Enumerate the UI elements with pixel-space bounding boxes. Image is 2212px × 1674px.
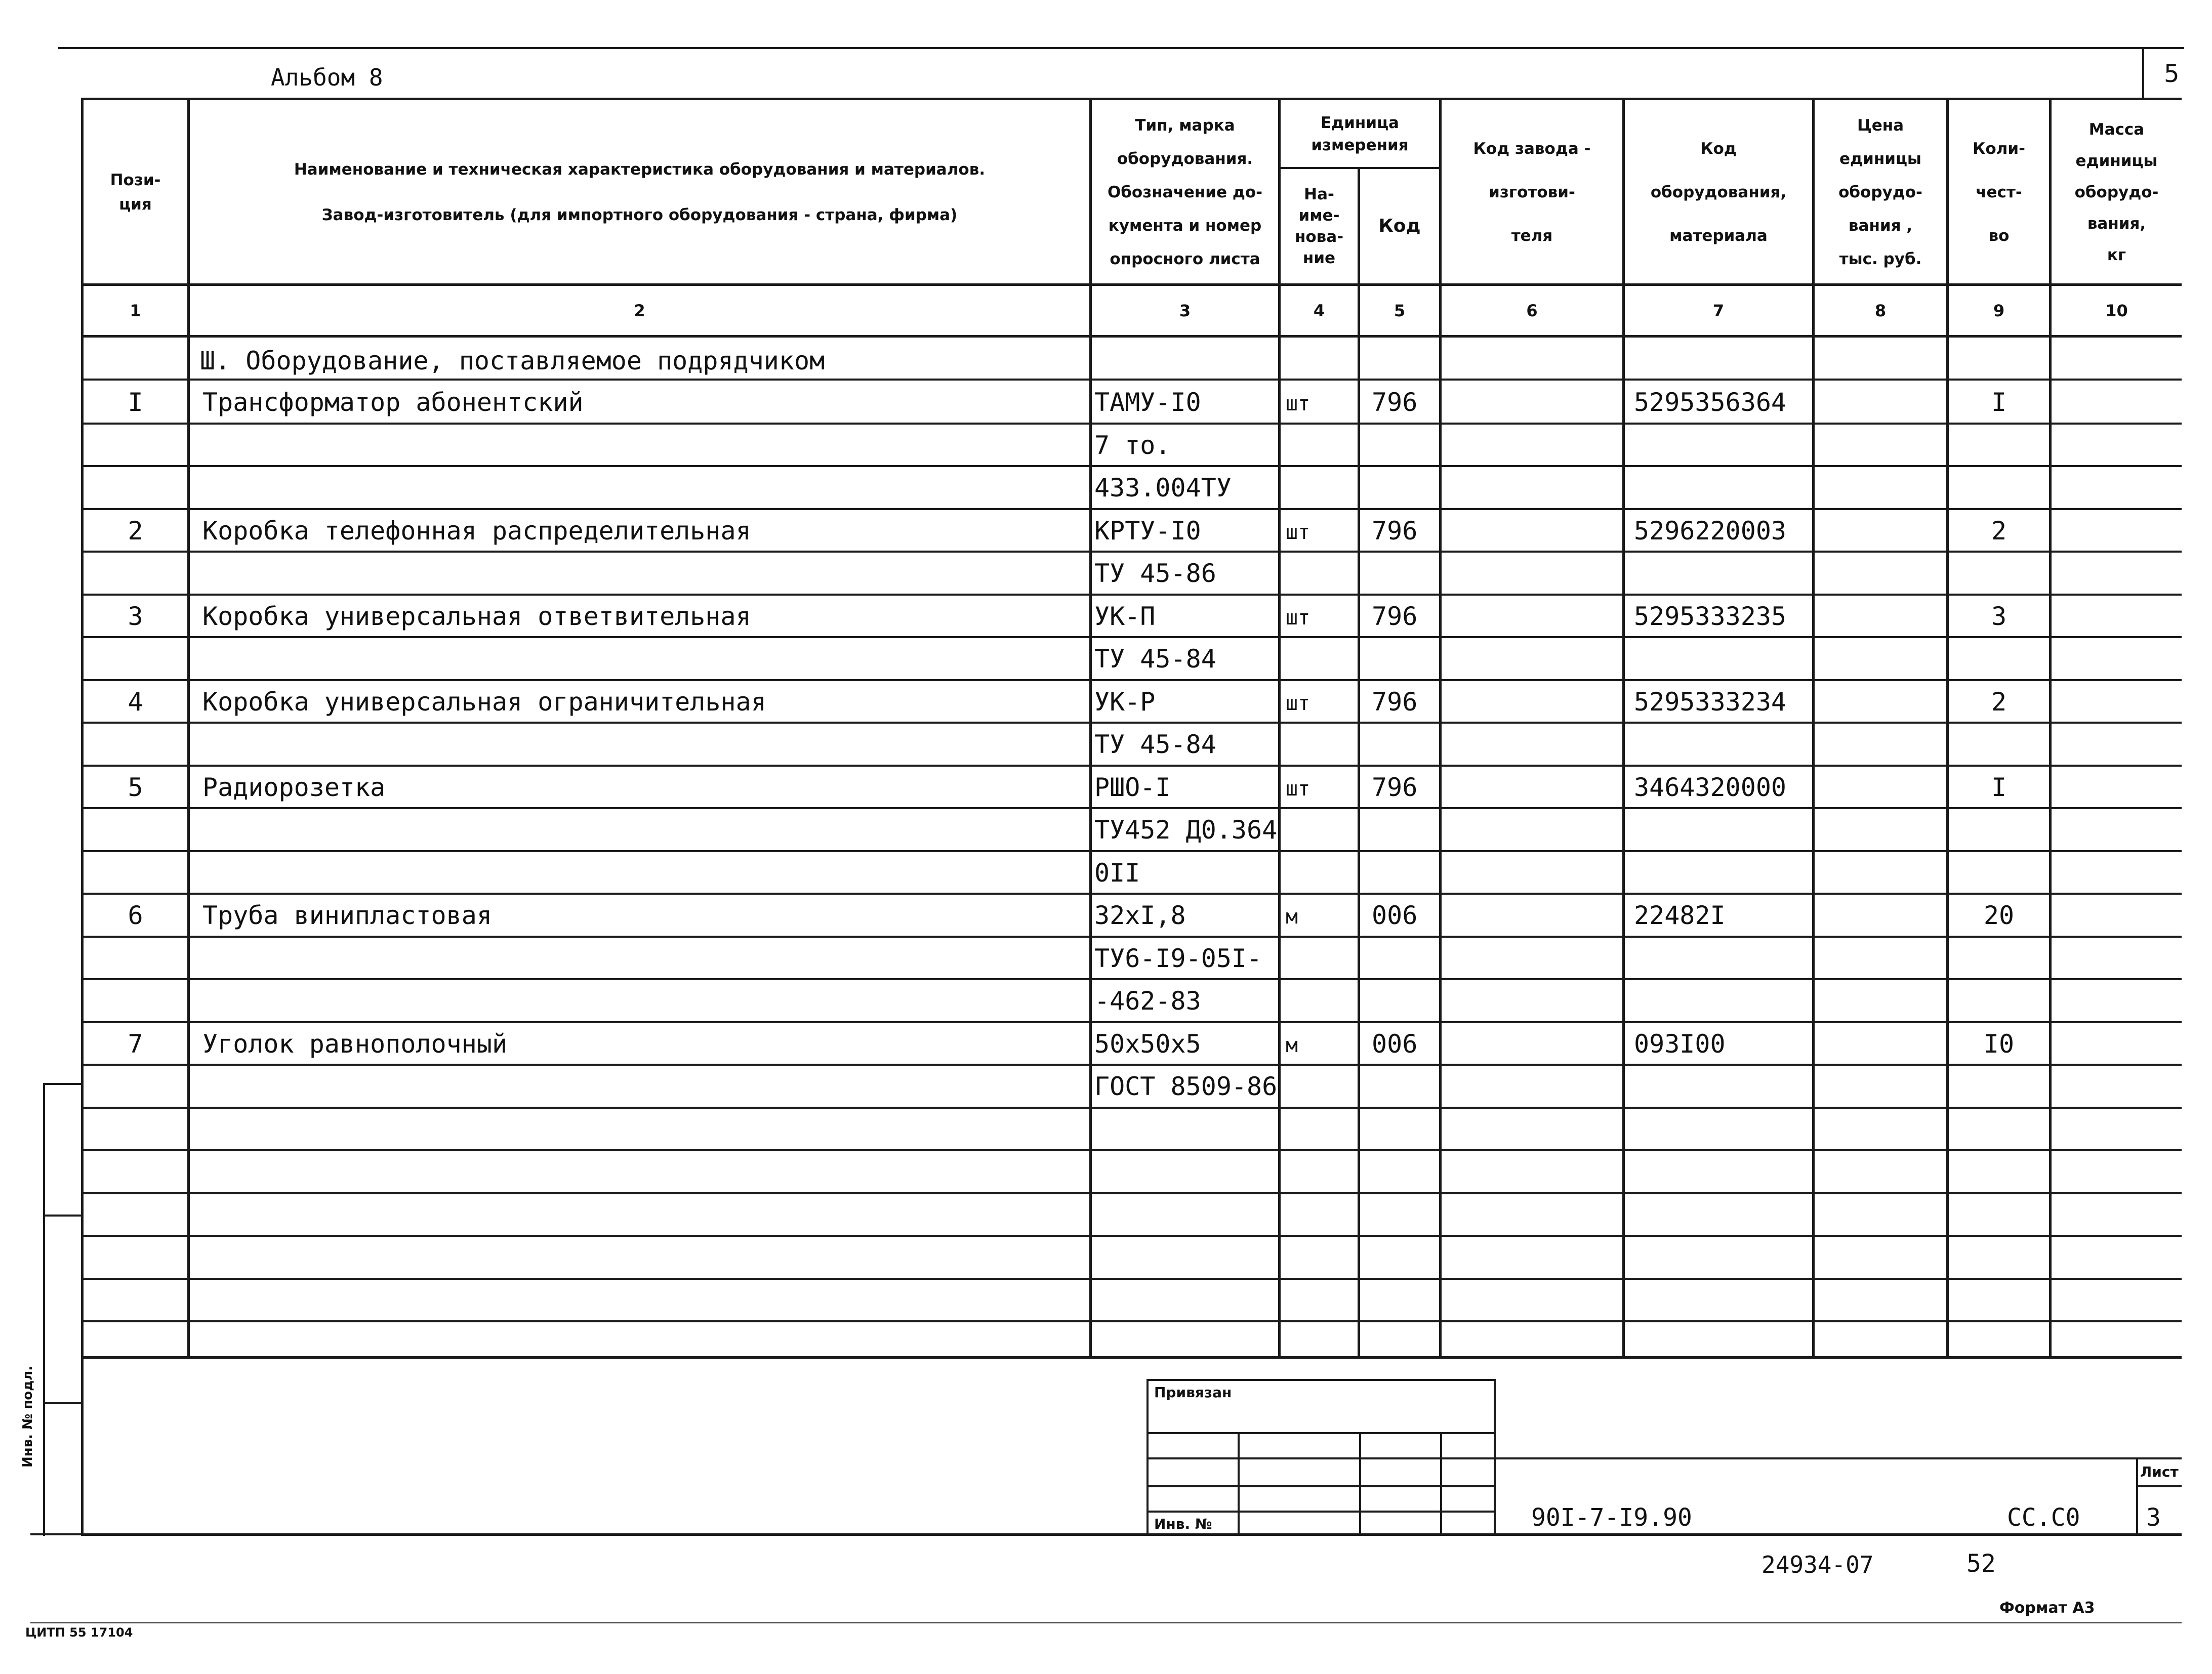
col-num-10: 10 <box>2105 301 2128 320</box>
cell-equip: 5295356364 <box>1634 388 1787 417</box>
col-num-4: 4 <box>1313 301 1325 320</box>
cell-equip: 5295333235 <box>1634 601 1787 631</box>
cell-type: УК-Р <box>1094 687 1156 717</box>
cell-type: ТУ 45-84 <box>1094 644 1216 674</box>
cell-type: 0II <box>1094 858 1140 888</box>
cell-code: 006 <box>1372 901 1418 930</box>
col-num-8: 8 <box>1874 301 1887 320</box>
cell-type: ТУ6-I9-05I- <box>1094 943 1262 973</box>
cell-name: Уголок равнополочный <box>202 1029 508 1059</box>
cell-name: Трансформатор абонентский <box>202 388 584 417</box>
header-type: Тип, марка оборудования. Обозначение до- кумента и номер опросного листа <box>1107 116 1263 268</box>
header-name: Наименование и техническая характеристика оборудования и материалов. Завод-изготовитель (для импортного оборудования - страна, фирма) <box>294 160 986 224</box>
cell-code: 796 <box>1372 772 1418 802</box>
cell-unit: шт <box>1286 392 1310 415</box>
cell-qty: I <box>1991 772 2007 802</box>
cell-code: 796 <box>1372 601 1418 631</box>
cell-name: Коробка универсальная ответвительная <box>202 601 751 631</box>
cell-unit: шт <box>1286 777 1310 801</box>
header-mass: Масса единицы оборудо- вания, кг <box>2074 120 2159 264</box>
cell-qty: 2 <box>1991 516 2007 546</box>
cell-pos: 5 <box>128 772 143 802</box>
cell-type: УК-П <box>1094 601 1156 631</box>
header-factory-code: Код завода - изготови- теля <box>1473 140 1591 245</box>
page-corner-number: 5 <box>2164 60 2180 88</box>
cell-qty: 3 <box>1991 601 2007 631</box>
cell-type: 433.004ТУ <box>1094 473 1232 503</box>
cell-unit: шт <box>1286 691 1310 715</box>
stamp-privyazan: Привязан <box>1154 1384 1232 1401</box>
cell-type: РШО-I <box>1094 772 1171 802</box>
cell-qty: I0 <box>1983 1029 2015 1059</box>
cell-equip: 3464320000 <box>1634 772 1787 802</box>
cell-type: ТУ 45-86 <box>1094 559 1216 588</box>
cell-qty: I <box>1991 388 2007 417</box>
cell-type: ТУ 45-84 <box>1094 730 1216 759</box>
header-unit-code: Код <box>1378 216 1421 236</box>
cell-type: КРТУ-I0 <box>1094 516 1201 546</box>
cell-type: ТАМУ-I0 <box>1094 388 1201 417</box>
cell-name: Коробка телефонная распределительная <box>202 516 751 546</box>
archive-number: 24934-07 <box>1762 1551 1874 1578</box>
page-number: 52 <box>1967 1550 1996 1578</box>
cell-qty: 2 <box>1991 687 2007 717</box>
cell-type: ТУ452 Д0.364 <box>1094 815 1278 845</box>
header-quantity: Коли- чест- во <box>1973 140 2025 245</box>
header-price: Цена единицы оборудо- вания , тыс. руб. <box>1838 116 1922 268</box>
cell-qty: 20 <box>1983 901 2015 930</box>
cell-name: Коробка универсальная ограничительная <box>202 687 766 717</box>
cell-type: 50х50х5 <box>1094 1029 1201 1059</box>
cell-type: ГОСТ 8509-86 <box>1094 1072 1278 1101</box>
cell-type: -462-83 <box>1094 986 1201 1016</box>
header-equipment-code: Код оборудования, материала <box>1650 140 1787 245</box>
cell-name: Труба винипластовая <box>202 901 492 930</box>
cell-unit: м <box>1286 905 1298 929</box>
doc-code: 90I-7-I9.90 <box>1531 1503 1692 1532</box>
cell-pos: I <box>128 388 143 417</box>
col-num-6: 6 <box>1526 301 1538 320</box>
header-unit-name: На- име- нова- ние <box>1294 185 1344 267</box>
cell-code: 796 <box>1372 687 1418 717</box>
cell-unit: м <box>1286 1033 1298 1057</box>
cell-pos: 2 <box>128 516 143 546</box>
col-num-9: 9 <box>1993 301 2005 320</box>
section-title: Ш. Оборудование, поставляемое подрядчиком <box>200 346 825 375</box>
col-num-7: 7 <box>1712 301 1725 320</box>
sheet-mark: СС.С0 <box>2007 1503 2080 1532</box>
cell-unit: шт <box>1286 606 1310 630</box>
col-num-2: 2 <box>634 301 645 320</box>
sheet-label: Лист <box>2140 1463 2179 1480</box>
format-label: Формат А3 <box>1999 1599 2095 1617</box>
stamp-inv-no: Инв. № <box>1154 1516 1212 1532</box>
cell-equip: 5296220003 <box>1634 516 1787 546</box>
cell-equip: 093I00 <box>1634 1029 1726 1059</box>
cell-unit: шт <box>1286 520 1310 544</box>
header-position: Пози- ция <box>110 171 161 214</box>
cell-equip: 5295333234 <box>1634 687 1787 717</box>
cell-type: 32хI,8 <box>1094 901 1186 930</box>
cutoff-text: ЦИТП 55 17104 <box>25 1625 133 1640</box>
col-num-1: 1 <box>130 301 141 320</box>
cell-code: 796 <box>1372 516 1418 546</box>
cell-code: 796 <box>1372 388 1418 417</box>
cell-pos: 3 <box>128 601 143 631</box>
cell-pos: 4 <box>128 687 143 717</box>
col-num-3: 3 <box>1179 301 1191 320</box>
cell-pos: 7 <box>128 1029 143 1059</box>
cell-equip: 22482I <box>1634 901 1726 930</box>
side-inventory-label: Инв. № подл. <box>20 1365 35 1468</box>
cell-code: 006 <box>1372 1029 1418 1059</box>
cell-name: Радиорозетка <box>202 772 386 802</box>
header-unit: Единица измерения <box>1311 114 1409 154</box>
album-label: Альбом 8 <box>271 64 383 91</box>
cell-type: 7 то. <box>1094 430 1171 460</box>
sheet-number: 3 <box>2146 1503 2161 1532</box>
col-num-5: 5 <box>1394 301 1406 320</box>
cell-pos: 6 <box>128 901 143 930</box>
